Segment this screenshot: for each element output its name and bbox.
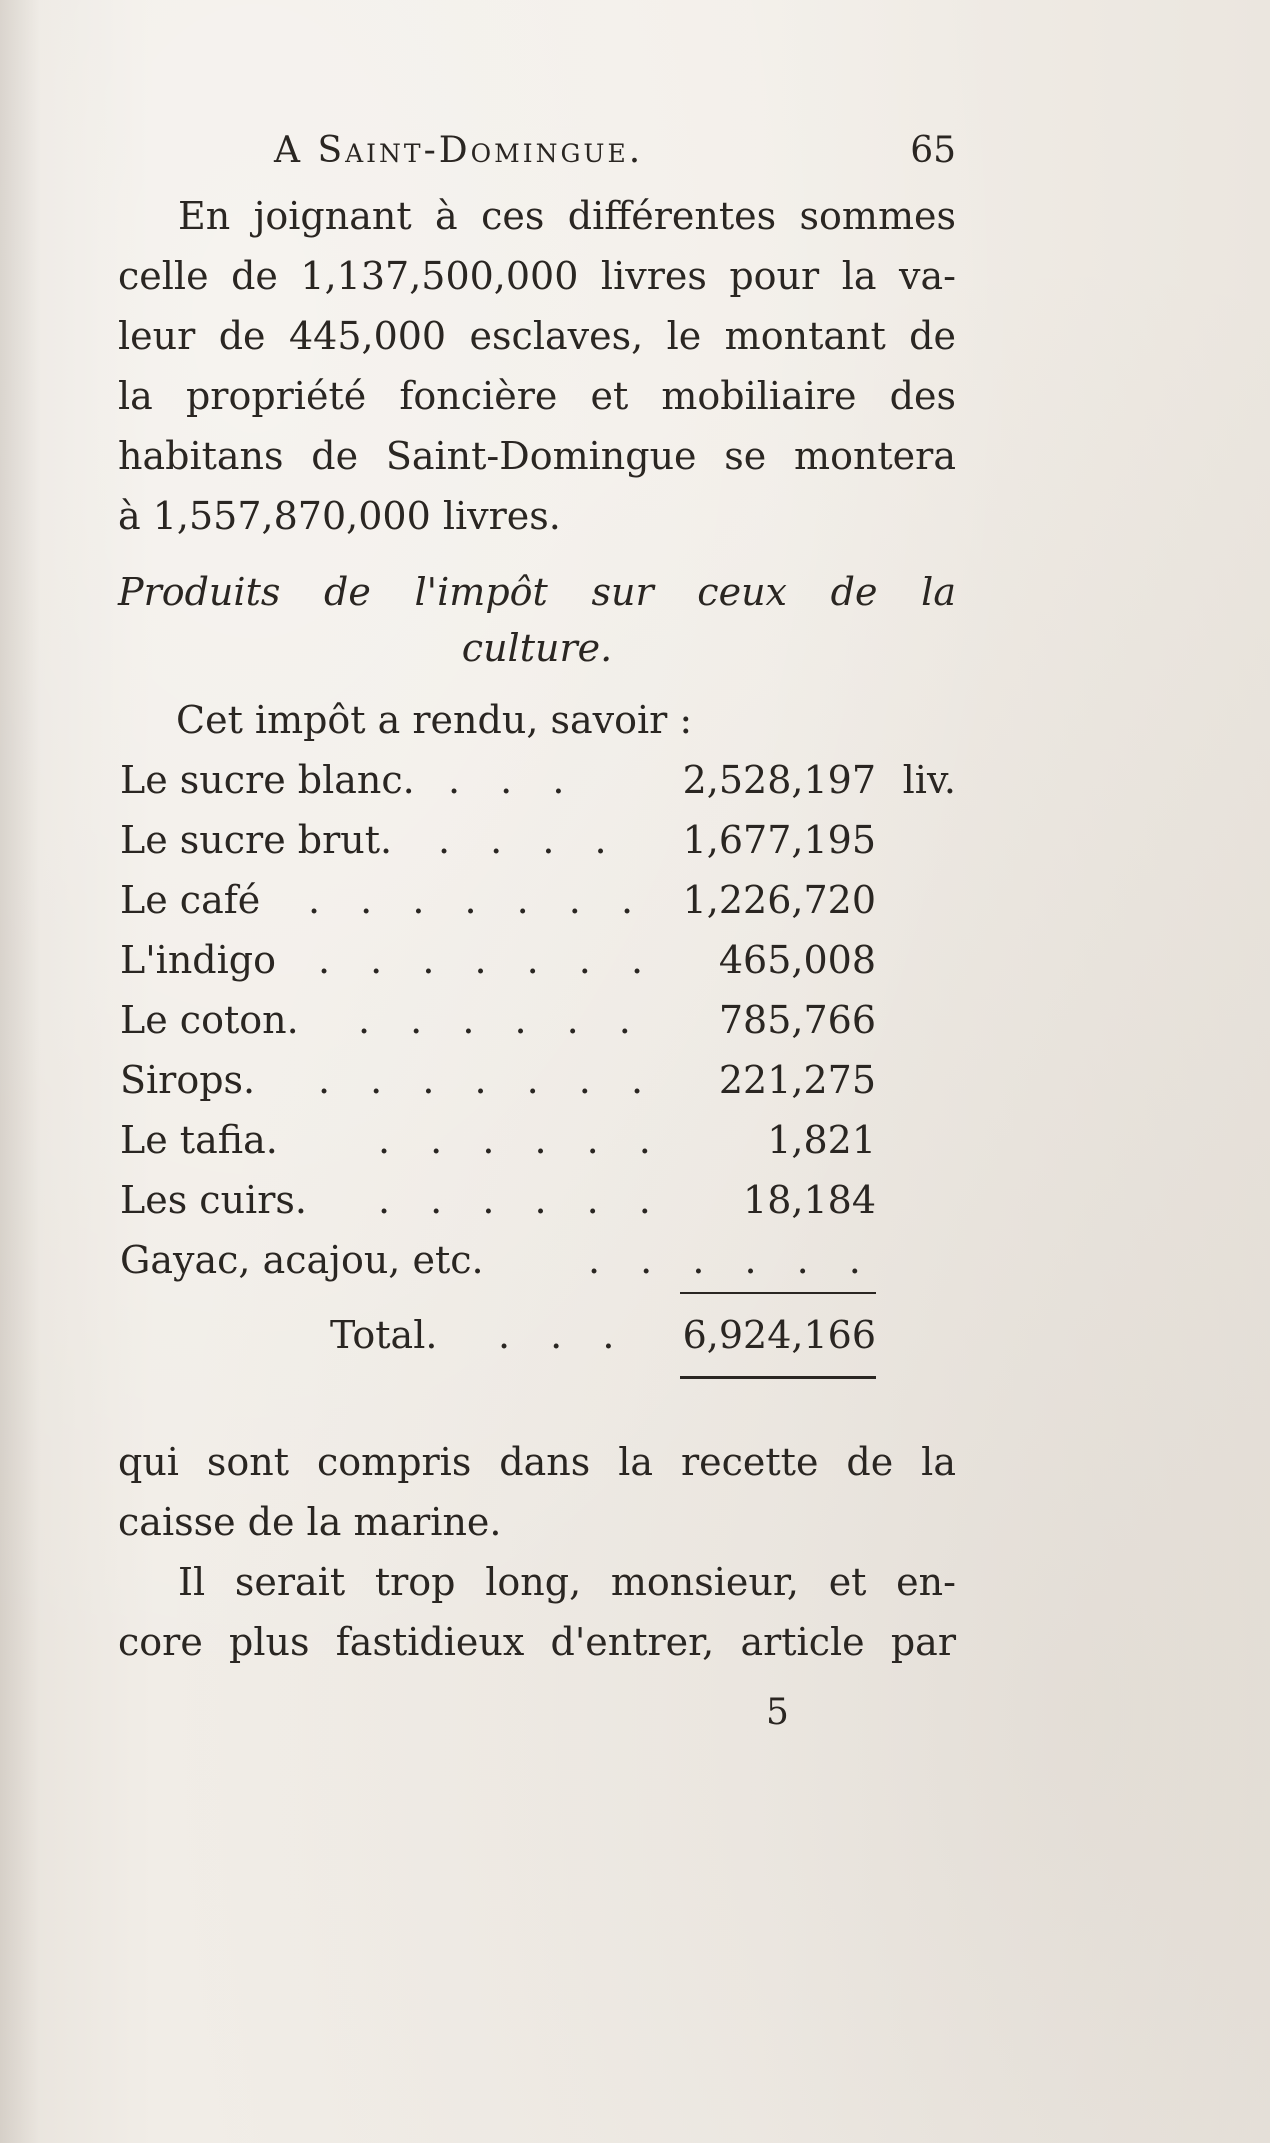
paragraph-line: En joignant à ces différentes sommes [178, 194, 956, 238]
product-value: 785,766 [718, 998, 876, 1042]
section-heading [118, 564, 956, 676]
leader-dots: . . . . . . [378, 1178, 665, 1222]
running-head [118, 130, 956, 186]
products-table [118, 750, 956, 1290]
product-value: 221,275 [718, 1058, 876, 1102]
section-heading-line-2: culture. [461, 626, 613, 670]
sum-rule-container [118, 1290, 956, 1298]
paragraph-line: Il serait trop long, monsieur, et en- [178, 1560, 956, 1604]
table-row [118, 1230, 956, 1290]
leader-dots: . . . . . . [378, 1118, 665, 1162]
product-value: 18,184 [743, 1178, 876, 1222]
table-row [118, 1050, 956, 1110]
paragraph-line: core plus fastidieux d'entrer, article par [118, 1620, 956, 1664]
leader-dots: . . . . . . [588, 1238, 875, 1282]
product-name: Gayac, acajou, etc. [120, 1238, 484, 1282]
leader-dots: . . . . . . . [308, 878, 648, 922]
product-name: Le café [120, 878, 261, 922]
product-unit: liv. [902, 758, 956, 802]
product-name: Les cuirs. [120, 1178, 307, 1222]
product-name: Le sucre brut. [120, 818, 393, 862]
leader-dots: . . . . . . [358, 998, 645, 1042]
leader-dots: . . . . . . . [318, 938, 658, 982]
paragraph-2 [118, 1432, 956, 1552]
paragraph-line: celle de 1,137,500,000 livres pour la va- [118, 254, 956, 298]
product-name: Le sucre blanc. [120, 758, 415, 802]
paragraph-line: à 1,557,870,000 livres. [118, 494, 561, 538]
table-row [118, 1110, 956, 1170]
table-row [118, 990, 956, 1050]
table-row [118, 930, 956, 990]
product-name: Le tafia. [120, 1118, 278, 1162]
page-number: 65 [910, 130, 956, 171]
table-row [118, 750, 956, 810]
leader-dots: . . . [448, 758, 579, 802]
product-value: 1,226,720 [682, 878, 876, 922]
product-value: 1,821 [767, 1118, 876, 1162]
paragraph-line: habitans de Saint-Domingue se montera [118, 434, 956, 478]
total-row [118, 1298, 956, 1372]
gutter-shadow [0, 0, 40, 2143]
table-row [118, 1170, 956, 1230]
total-value: 6,924,166 [682, 1313, 876, 1357]
signature-mark: 5 [766, 1692, 789, 1733]
paragraph-line: qui sont compris dans la recette de la [118, 1440, 956, 1484]
product-value: 2,528,197 [682, 758, 876, 802]
total-label: Total. [330, 1313, 438, 1357]
paragraph-line: la propriété foncière et mobiliaire des [118, 374, 956, 418]
table-intro: Cet impôt a rendu, savoir : [176, 698, 693, 742]
product-name: L'indigo [120, 938, 276, 982]
paragraph-line: leur de 445,000 esclaves, le montant de [118, 314, 956, 358]
table-row [118, 870, 956, 930]
section-heading-line-1: Produits de l'impôt sur ceux de la [118, 570, 956, 614]
product-name: Sirops. [120, 1058, 256, 1102]
sum-rule-top [680, 1292, 876, 1294]
text-block [118, 130, 956, 1672]
product-value: 465,008 [718, 938, 876, 982]
paragraph-1 [118, 186, 956, 546]
sum-rule-bottom [680, 1376, 876, 1379]
product-name: Le coton. [120, 998, 299, 1042]
product-value: 1,677,195 [682, 818, 876, 862]
leader-dots: . . . [498, 1313, 629, 1357]
paragraph-line: caisse de la marine. [118, 1500, 502, 1544]
running-head-title: A Saint-Domingue. [274, 130, 644, 171]
paragraph-3 [118, 1552, 956, 1672]
total-rule-container [118, 1372, 956, 1432]
leader-dots: . . . . . . . [318, 1058, 658, 1102]
leader-dots: . . . . [438, 818, 621, 862]
table-row [118, 810, 956, 870]
